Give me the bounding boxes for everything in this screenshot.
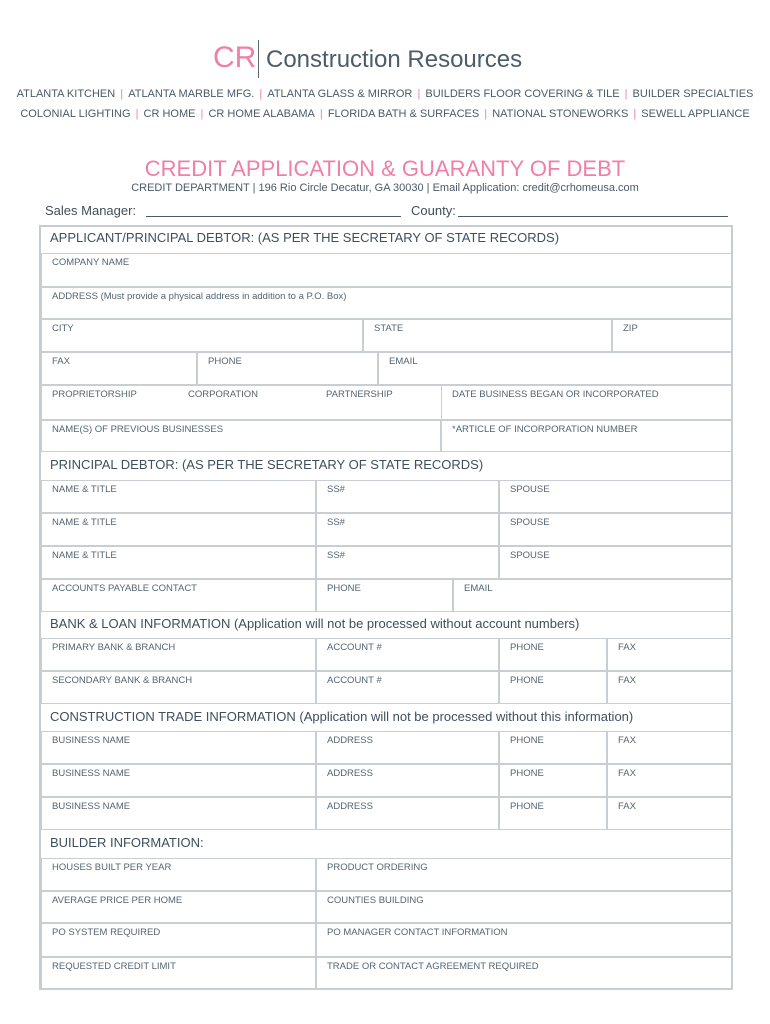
brand-atlanta-marble: ATLANTA MARBLE MFG. — [128, 88, 255, 100]
brand-colonial-lighting: COLONIAL LIGHTING — [20, 108, 131, 120]
proprietorship-option[interactable]: PROPRIETORSHIP — [52, 389, 137, 400]
city-field[interactable]: CITY — [41, 319, 363, 352]
trade-address-2[interactable]: ADDRESS — [316, 764, 499, 797]
trade-address-3[interactable]: ADDRESS — [316, 797, 499, 830]
logo-divider — [258, 40, 259, 78]
date-began-field[interactable]: DATE BUSINESS BEGAN OR INCORPORATED — [441, 385, 733, 420]
county-field[interactable] — [458, 216, 728, 217]
trade-agreement-field[interactable]: TRADE OR CONTACT AGREEMENT REQUIRED — [316, 957, 733, 990]
brand-national-stoneworks: NATIONAL STONEWORKS — [492, 108, 629, 120]
trade-phone-1[interactable]: PHONE — [499, 731, 607, 764]
ss-field-1[interactable]: SS# — [316, 480, 499, 513]
spouse-field-2[interactable]: SPOUSE — [499, 513, 733, 546]
brand-atlanta-glass: ATLANTA GLASS & MIRROR — [267, 88, 413, 100]
logo-name: Construction Resources — [266, 46, 523, 73]
phone-field[interactable]: PHONE — [197, 352, 378, 385]
trade-fax-2[interactable]: FAX — [607, 764, 733, 797]
name-title-field-1[interactable]: NAME & TITLE — [41, 480, 316, 513]
document-subtitle: CREDIT DEPARTMENT | 196 Rio Circle Decatur, GA 30030 | Email Application: credit@crhomeusa.com — [131, 182, 639, 194]
zip-field[interactable]: ZIP — [612, 319, 733, 352]
bank-section-heading: BANK & LOAN INFORMATION (Application will not be processed without account numbers) — [50, 616, 580, 631]
company-name-field[interactable]: COMPANY NAME — [41, 253, 733, 287]
trade-phone-2[interactable]: PHONE — [499, 764, 607, 797]
ss-field-3[interactable]: SS# — [316, 546, 499, 579]
trade-phone-3[interactable]: PHONE — [499, 797, 607, 830]
document-title: CREDIT APPLICATION & GUARANTY OF DEBT — [144, 156, 626, 181]
sales-manager-field[interactable] — [146, 216, 401, 217]
trade-fax-1[interactable]: FAX — [607, 731, 733, 764]
brand-florida-bath: FLORIDA BATH & SURFACES — [327, 108, 480, 120]
ap-contact-field[interactable]: ACCOUNTS PAYABLE CONTACT — [41, 579, 316, 612]
corporation-option[interactable]: CORPORATION — [188, 389, 259, 400]
po-system-field[interactable]: PO SYSTEM REQUIRED — [41, 923, 316, 957]
brand-cr-home-alabama: CR HOME ALABAMA — [208, 108, 315, 120]
state-field[interactable]: STATE — [363, 319, 612, 352]
primary-bank-field[interactable]: PRIMARY BANK & BRANCH — [41, 638, 316, 671]
secondary-phone-field[interactable]: PHONE — [499, 671, 607, 704]
brands-line-1: ATLANTA KITCHEN | ATLANTA MARBLE MFG. | ATLANTA GLASS & MIRROR | BUILDERS FLOOR COVERING & TILE | BUILDER SPECIALTIES — [16, 88, 754, 100]
email-field[interactable]: EMAIL — [378, 352, 733, 385]
counties-building-field[interactable]: COUNTIES BUILDING — [316, 891, 733, 923]
article-number-field[interactable]: *ARTICLE OF INCORPORATION NUMBER — [441, 420, 733, 452]
trade-business-name-1[interactable]: BUSINESS NAME — [41, 731, 316, 764]
trade-fax-3[interactable]: FAX — [607, 797, 733, 830]
brands-line-2: COLONIAL LIGHTING | CR HOME | CR HOME ALABAMA | FLORIDA BATH & SURFACES | NATIONAL STONEWORKS | SEWELL APPLIANCE — [20, 108, 750, 120]
credit-limit-field[interactable]: REQUESTED CREDIT LIMIT — [41, 957, 316, 990]
partnership-option[interactable]: PARTNERSHIP — [326, 389, 393, 400]
primary-fax-field[interactable]: FAX — [607, 638, 733, 671]
secondary-bank-field[interactable]: SECONDARY BANK & BRANCH — [41, 671, 316, 704]
previous-businesses-field[interactable]: NAME(S) OF PREVIOUS BUSINESSES — [41, 420, 441, 452]
primary-account-field[interactable]: ACCOUNT # — [316, 638, 499, 671]
trade-section-heading: CONSTRUCTION TRADE INFORMATION (Application will not be processed without this information) — [50, 709, 634, 724]
brand-cr-home: CR HOME — [143, 108, 196, 120]
trade-business-name-2[interactable]: BUSINESS NAME — [41, 764, 316, 797]
logo-mark: CR — [213, 41, 257, 74]
name-title-field-2[interactable]: NAME & TITLE — [41, 513, 316, 546]
brand-sewell-appliance: SEWELL APPLIANCE — [641, 108, 750, 120]
ap-phone-field[interactable]: PHONE — [316, 579, 453, 612]
fax-field[interactable]: FAX — [41, 352, 197, 385]
applicant-section-heading: APPLICANT/PRINCIPAL DEBTOR: (AS PER THE SECRETARY OF STATE RECORDS) — [50, 230, 560, 245]
average-price-field[interactable]: AVERAGE PRICE PER HOME — [41, 891, 316, 923]
principal-section-heading: PRINCIPAL DEBTOR: (AS PER THE SECRETARY OF STATE RECORDS) — [50, 457, 484, 472]
name-title-field-3[interactable]: NAME & TITLE — [41, 546, 316, 579]
builder-section-heading: BUILDER INFORMATION: — [50, 835, 204, 850]
ap-email-field[interactable]: EMAIL — [453, 579, 733, 612]
primary-phone-field[interactable]: PHONE — [499, 638, 607, 671]
address-field[interactable]: ADDRESS (Must provide a physical address in addition to a P.O. Box) — [41, 287, 733, 319]
spouse-field-1[interactable]: SPOUSE — [499, 480, 733, 513]
brand-builder-specialties: BUILDER SPECIALTIES — [632, 88, 754, 100]
brand-atlanta-kitchen: ATLANTA KITCHEN — [16, 88, 116, 100]
sales-manager-label: Sales Manager: — [45, 203, 137, 218]
brand-builders-floor: BUILDERS FLOOR COVERING & TILE — [425, 88, 620, 100]
po-manager-field[interactable]: PO MANAGER CONTACT INFORMATION — [316, 923, 733, 957]
county-label: County: — [411, 203, 456, 218]
trade-business-name-3[interactable]: BUSINESS NAME — [41, 797, 316, 830]
spouse-field-3[interactable]: SPOUSE — [499, 546, 733, 579]
secondary-fax-field[interactable]: FAX — [607, 671, 733, 704]
houses-built-field[interactable]: HOUSES BUILT PER YEAR — [41, 858, 316, 891]
product-ordering-field[interactable]: PRODUCT ORDERING — [316, 858, 733, 891]
trade-address-1[interactable]: ADDRESS — [316, 731, 499, 764]
secondary-account-field[interactable]: ACCOUNT # — [316, 671, 499, 704]
ss-field-2[interactable]: SS# — [316, 513, 499, 546]
